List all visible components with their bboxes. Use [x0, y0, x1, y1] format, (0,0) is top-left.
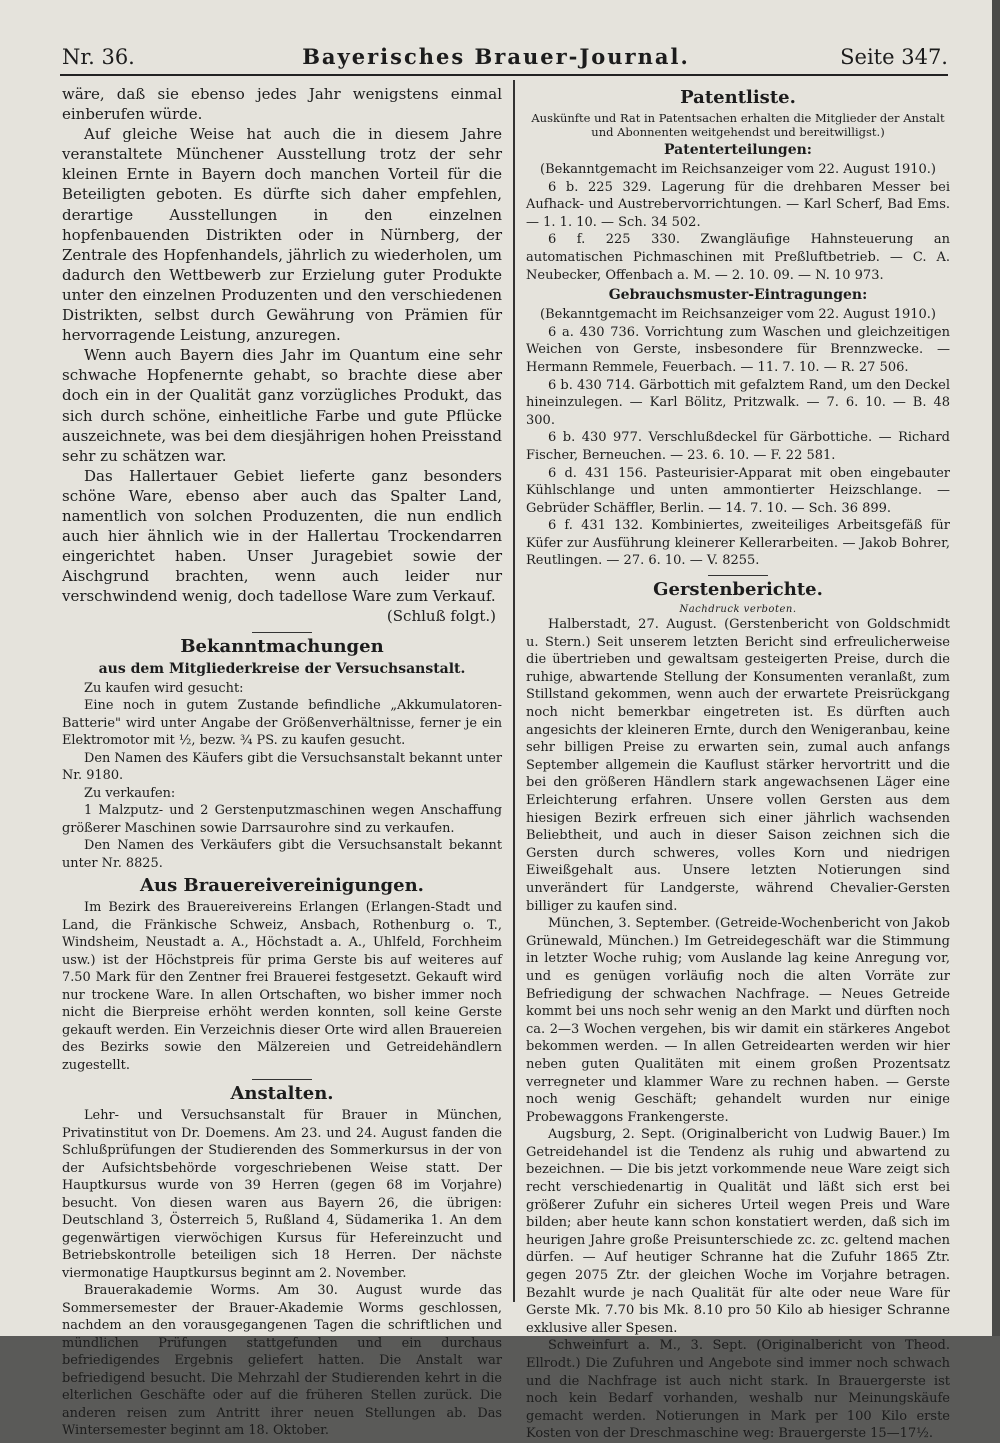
section-subheading: aus dem Mitgliederkreise der Versuchsanstalt. [98, 660, 466, 677]
subsection-heading-patenterteilungen: Patenterteilungen: [664, 142, 812, 158]
patent-entry: 6 f. 225 330. Zwangläufige Hahnsteuerung an automatischen Pichmaschinen mit Preßluftbetrieb. — C. A. Neubecker, Offenbach a. M. — 2. 10. 09. — N. 10 973. [526, 232, 950, 283]
section-divider [252, 632, 312, 633]
section-heading-gerstenberichte: Gerstenberichte. [653, 579, 823, 601]
paragraph: Den Namen des Verkäufers gibt die Versuchsanstalt bekannt unter Nr. 8825. [62, 838, 502, 871]
paragraph: Im Bezirk des Brauereivereins Erlangen (Erlangen-Stadt und Land, die Fränkische Schweiz, Ansbach, Rothenburg o. T., Windsheim, Neustadt a. A., Höchstadt a. A., Uhlfeld, Forchheim usw.) ist der Höchstpreis für prima Gerste bis auf weiteres auf 7.50 Mark für den Zentner frei Brauerei festgesetzt. Gekauft wird nur trockene Ware. In allen Ortschaften, wo bisher immer noch nicht die Bierpreise erhöht werden konnten, soll keine Gerste gekauft werden. Ein Verzeichnis dieser Orte wird allen Brauereien des Bezirks sowie den Mälzereien und Getreidehändlern zugestellt. [62, 900, 502, 1073]
left-column [62, 84, 502, 1440]
utility-model-entry: 6 b. 430 714. Gärbottich mit gefalztem Rand, um den Deckel hineinzulegen. — Karl Bölitz, Pritzwalk. — 7. 6. 10. — B. 48 300. [526, 377, 950, 428]
announcement-label-buy: Zu kaufen wird gesucht: [84, 680, 244, 696]
section-divider [708, 575, 768, 576]
section-heading-brauereivereinigungen: Aus Brauereivereinigungen. [140, 875, 424, 897]
header-rule [60, 74, 948, 76]
reprint-notice: Nachdruck verboten. [679, 604, 797, 616]
paragraph: Auf gleiche Weise hat auch die in diesem Jahre veranstaltete Münchener Ausstellung trotz der sehr kleinen Ernte in Bayern doch manchen Vorteil für die Beteiligten geboten. Es dürfte sich daher empfehlen, derartige Ausstellungen in den einzelnen hopfenbauenden Distrikten oder in Nürnberg, der Zentrale des Hopfenhandels, jährlich zu wiederholen, um dadurch den Wettbewerb zur Erzielung guter Produkte unter den einzelnen Produzenten und den verschiedenen Distrikten, selbst durch Gewährung von Prämien für hervorragende Leistung, anzuregen. [62, 125, 502, 345]
scan-edge [992, 0, 1000, 1336]
publication-date: (Bekanntgemacht im Reichsanzeiger vom 22. August 1910.) [540, 162, 936, 177]
article-continuation [62, 84, 502, 627]
section-divider [252, 1079, 312, 1080]
right-column [526, 84, 950, 1443]
market-report: München, 3. September. (Getreide-Wochenbericht von Jakob Grünewald, München.) Im Getreidegeschäft war die Stimmung in letzter Woche ruhig; vom Auslande lag keine Anregung vor, und es genügen vorläufig noch die alten Vorräte zur Befriedigung der schwachen Nachfrage. — Neues Getreide kommt bei uns noch sehr wenig an den Markt und dürften noch ca. 2—3 Wochen vergehen, bis wir damit ein stärkeres Angebot bekommen werden. — In allen Getreidearten werden wir hier neben guten Qualitäten mit einem großen Prozentsatz verregneter und klammer Ware zu rechnen haben. — Gerste noch wenig Geschäft; gehandelt wurden nur einige Probewaggons Frankengerste. [526, 916, 950, 1125]
subsection-heading-gebrauchsmuster: Gebrauchsmuster-Eintragungen: [608, 287, 868, 304]
section-heading-patentliste: Patentliste. [680, 87, 796, 108]
paragraph: Eine noch in gutem Zustande befindliche „Akkumulatoren-Batterie" wird unter Angabe der Größenverhältnisse, ferner je ein Elektromotor mit ½, bezw. ¾ PS. zu kaufen gesucht. [62, 698, 502, 749]
issue-number: Nr. 36. [62, 45, 135, 69]
section-heading-bekanntmachungen: Bekanntmachungen [180, 635, 384, 657]
paragraph: Brauerakademie Worms. Am 30. August wurde das Sommersemester der Brauer-Akademie Worms geschlossen, nachdem an den vorausgegangenen Tagen die schriftlichen und mündlichen Prüfungen stattgefunden und ein durchaus befriedigendes Ergebnis geliefert hatten. Die Anstalt war befriedigend besucht. Die Mehrzahl der Studierenden kehrt in die elterlichen Geschäfte oder auf die früheren Stellen zurück. Die anderen reisen zum Antritt ihrer neuen Stellungen ab. Das Wintersemester beginnt am 18. Oktober. [62, 1283, 502, 1439]
paragraph: wäre, daß sie ebenso jedes Jahr wenigstens einmal einberufen würde. [62, 85, 502, 124]
market-report: Schweinfurt a. M., 3. Sept. (Originalbericht von Theod. Ellrodt.) Die Zufuhren und Angebote sind immer noch schwach und die Nachfrage ist auch nicht stark. In Brauergerste ist noch kein Bedarf vorhanden, weshalb nur Meinungskäufe gemacht werden. Notierungen in Mark per 100 Kilo erste Kosten von der Dreschmaschine weg: Brauergerste 15—17½. [526, 1338, 950, 1442]
page-number: Seite 347. [840, 45, 948, 69]
section-subheading: Auskünfte und Rat in Patentsachen erhalten die Mitglieder der Anstalt und Abonnenten weitgehendst und bereitwilligst.) [531, 111, 945, 139]
paragraph: Das Hallertauer Gebiet lieferte ganz besonders schöne Ware, ebenso aber auch das Spalter Land, namentlich von solchen Produzenten, die nun endlich auch hier ähnlich wie in der Hallertau Trockendarren eingerichtet haben. Unser Juragebiet sowie der Aischgrund brachten, wenn auch leider nur verschwindend wenig, doch tadellose Ware zum Verkauf. [62, 466, 502, 606]
announcement-label-sell: Zu verkaufen: [84, 785, 176, 801]
paragraph: Wenn auch Bayern dies Jahr im Quantum eine sehr schwache Hopfenernte gehabt, so brachte diese aber doch ein in der Qualität ganz vorzügliches Produkt, das sich durch schöne, einheitliche Farbe und gute Pflücke auszeichnete, was bei dem diesjährigen hohen Preisstand sehr zu schätzen war. [62, 346, 503, 465]
utility-model-entry: 6 b. 430 977. Verschlußdeckel für Gärbottiche. — Richard Fischer, Berneuchen. — 23. 6. 10. — F. 22 581. [526, 430, 950, 463]
section-heading-anstalten: Anstalten. [230, 1083, 334, 1105]
paragraph: 1 Malzputz- und 2 Gerstenputzmaschinen wegen Anschaffung größerer Maschinen sowie Darrsaurohre sind zu verkaufen. [62, 803, 502, 836]
patent-entry: 6 b. 225 329. Lagerung für die drehbaren Messer bei Aufhack- und Austrebervorrichtungen. — Karl Scherf, Bad Ems. — 1. 1. 10. — Sch. 34 502. [526, 179, 950, 230]
utility-model-entry: 6 f. 431 132. Kombiniertes, zweiteiliges Arbeitsgefäß für Küfer zur Ausführung kleinerer Kellerarbeiten. — Jakob Bohrer, Reutlingen. — 27. 6. 10. — V. 8255. [526, 518, 950, 569]
market-report: Augsburg, 2. Sept. (Originalbericht von Ludwig Bauer.) Im Getreidehandel ist die Tendenz als ruhig und abwartend zu bezeichnen. — Die bis jetzt vorkommende neue Ware zeigt sich recht verschiedenartig in Qualität und läßt sich erst bei größerer Zufuhr ein sicheres Urteil wegen Preis und Ware bilden; aber heute kann schon konstatiert werden, daß sich im heurigen Jahre große Preisunterschiede zc. zc. geltend machen dürfen. — Auf heutiger Schranne hat die Zufuhr 1865 Ztr. gegen 2075 Ztr. der gleichen Woche im Vorjahre betragen. Bezahlt wurde je nach Qualität für alte oder neue Ware für Gerste Mk. 7.70 bis Mk. 8.10 pro 50 Kilo ab hiesiger Schranne exklusive aller Spesen. [526, 1127, 950, 1336]
paragraph: Den Namen des Käufers gibt die Versuchsanstalt bekannt unter Nr. 9180. [62, 750, 502, 784]
publication-date: (Bekanntgemacht im Reichsanzeiger vom 22. August 1910.) [540, 307, 936, 323]
announcements [62, 680, 502, 873]
utility-model-entry: 6 a. 430 736. Vorrichtung zum Waschen und gleichzeitigen Weichen von Gerste, insbesondere für Brennzwecke. — Hermann Remmele, Feuerbach. — 11. 7. 10. — R. 27 506. [526, 324, 950, 375]
market-report: Halberstadt, 27. August. (Gerstenbericht von Goldschmidt u. Stern.) Seit unserem letzten Bericht sind erfreulicherweise die übertrieben und gewaltsam gesteigerten Preise, durch die ruhige, abwartende Stellung der Konsumenten veranlaßt, zum Stillstand gekommen, wenn auch der erwartete Preisrückgang noch nicht bemerkbar eingetreten ist. Es dürften auch angesichts der kleineren Ernte, durch den Wenigeranbau, keine sehr billigen Preise zu erwarten sein, zumal auch anfangs September allgemein die Kauflust stärker hervortritt und die bei den größeren Händlern stark angewachsenen Läger eine Erleichterung erfahren. Unsere vollen Gersten aus dem hiesigen Bezirk erfreuen sich einer jährlich wachsenden Beliebtheit, und auch in dieser Saison zeichnen sich die Gersten durch schweres, volles Korn und niedrigen Eiweißgehalt aus. Unsere letzten Notierungen sind unverändert für Landgerste, während Chevalier-Gersten billiger zu kaufen sind. [526, 617, 950, 914]
continued-note: (Schluß folgt.) [386, 607, 496, 626]
journal-title: Bayerisches Brauer-Journal. [302, 44, 690, 69]
column-divider [513, 80, 515, 1302]
utility-model-entry: 6 d. 431 156. Pasteurisier-Apparat mit oben eingebauter Kühlschlange und unten ammontierter Heizschlange. — Gebrüder Schäffler, Berlin. — 14. 7. 10. — Sch. 36 899. [526, 465, 950, 516]
paragraph: Lehr- und Versuchsanstalt für Brauer in München, Privatinstitut von Dr. Doemens. Am 23. und 24. August fanden die Schlußprüfungen der Studierenden des Sommerkursus in der von der Aufsichtsbehörde vorgeschriebenen Weise statt. Der Hauptkursus wurde von 39 Herren (gegen 68 im Vorjahre) besucht. Von diesen waren aus Bayern 26, die übrigen: Deutschland 3, Österreich 5, Rußland 4, Südamerika 1. An dem gegenwärtigen vierwöchigen Kursus für Hefereinzucht und Betriebskontrolle beteiligen sich 18 Herren. Der nächste viermonatige Hauptkursus beginnt am 2. November. [62, 1108, 502, 1281]
